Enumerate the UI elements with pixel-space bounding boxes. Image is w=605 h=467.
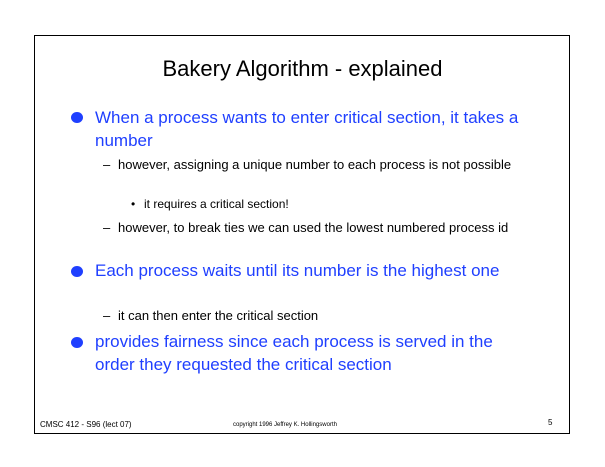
page-number: 5 (548, 418, 553, 427)
bullet-3-text: provides fairness since each process is served in the order they requested the critical section (95, 332, 493, 374)
subsub-marker: • (131, 197, 136, 211)
bullet-1-text: When a process wants to enter critical section, it takes a number (95, 108, 519, 150)
bullet-1-sub-1-subsub-1: it requires a critical section! (144, 197, 289, 211)
bullet-marker (71, 112, 83, 123)
bullet-1-sub-1: however, assigning a unique number to each process is not possible (118, 157, 512, 172)
footer-course: CMSC 412 - S96 (lect 07) (40, 420, 132, 429)
bullet-1-sub-2: however, to break ties we can used the lowest numbered process id (118, 220, 509, 235)
bullet-2-sub-1: it can then enter the critical section (118, 308, 319, 323)
dash-marker: – (103, 220, 111, 235)
slide-title: Bakery Algorithm - explained (162, 56, 443, 81)
bullet-marker (71, 266, 83, 277)
dash-marker: – (103, 157, 111, 172)
bullet-2-text: Each process waits until its number is the highest one (95, 261, 500, 280)
footer-copyright: copyright 1996 Jeffrey K. Hollingsworth (233, 422, 337, 428)
dash-marker: – (103, 308, 111, 323)
bullet-marker (71, 337, 83, 348)
